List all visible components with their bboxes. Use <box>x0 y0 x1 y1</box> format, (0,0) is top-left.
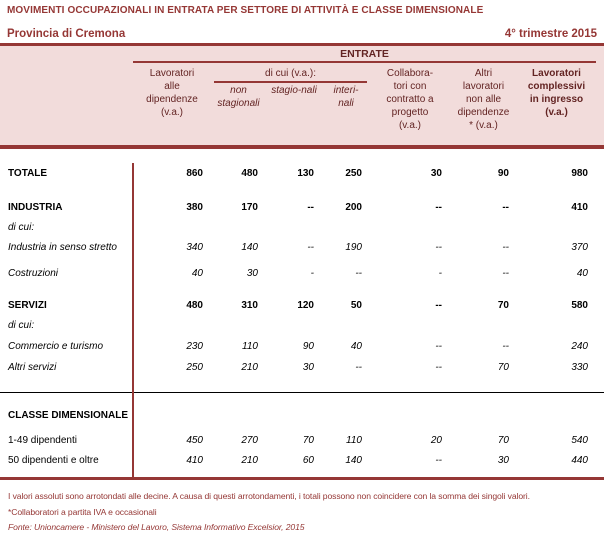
cell-value: 200 <box>345 201 362 213</box>
cell-value: 140 <box>241 241 258 253</box>
row-label: di cui: <box>8 319 35 331</box>
cell-value: 540 <box>571 434 588 446</box>
cell-value: 70 <box>497 361 509 373</box>
cell-value: -- <box>435 299 442 311</box>
footnote-collaboratori: *Collaboratori a partita IVA e occasionali <box>8 506 157 517</box>
header-line: Collabora- <box>386 68 434 79</box>
page-title: MOVIMENTI OCCUPAZIONALI IN ENTRATA PER SETTORE DI ATTIVITÀ E CLASSE DIMENSIONALE <box>7 5 484 16</box>
table-row-dicui <box>0 217 604 237</box>
header-line: non alle <box>465 94 502 105</box>
cell-value: 130 <box>297 167 314 179</box>
header-line: progetto <box>391 107 429 118</box>
column-headers <box>0 63 604 145</box>
header-line: (v.a.) <box>160 107 184 118</box>
footnote-rounding: I valori assoluti sono arrotondati alle decine. A causa di questi arrotondamenti, i totali possono non coincidere con la somma dei singoli valori. <box>8 491 530 501</box>
cell-value: -- <box>502 241 509 253</box>
cell-value: 240 <box>571 340 588 352</box>
header-line: nali <box>338 98 354 109</box>
cell-value: -- <box>307 201 314 213</box>
cell-value: 330 <box>571 361 588 373</box>
cell-value: 30 <box>302 361 314 373</box>
cell-value: 170 <box>241 201 258 213</box>
cell-value: 70 <box>497 434 509 446</box>
cell-value: 70 <box>302 434 314 446</box>
dicui-subcolumns <box>211 83 370 110</box>
cell-value: 860 <box>186 167 203 179</box>
header-line: in ingresso <box>529 94 584 105</box>
cell-value: -- <box>435 241 442 253</box>
cell-value: 450 <box>186 434 203 446</box>
cell-value: -- <box>307 241 314 253</box>
section-separator <box>0 392 604 393</box>
header-line: tori con <box>393 81 427 92</box>
row-label: SERVIZI <box>8 299 47 311</box>
cell-value: 440 <box>571 454 588 466</box>
row-label: di cui: <box>8 221 35 233</box>
cell-value: 140 <box>345 454 362 466</box>
cell-value: 380 <box>186 201 203 213</box>
dicui-label: di cui (v.a.): <box>214 67 367 83</box>
cell-value: 30 <box>430 167 442 179</box>
table-row-altri-servizi <box>0 357 604 377</box>
header-line: stagionali <box>217 98 260 109</box>
header-line: interi- <box>333 85 359 96</box>
table-row-industria <box>0 197 604 217</box>
subcolumn-non-stagionali <box>211 84 266 110</box>
cell-value: 210 <box>241 454 258 466</box>
table-row-classe-dimensionale <box>0 405 604 425</box>
table-row-50-dipendenti-oltre <box>0 450 604 470</box>
cell-value: 480 <box>186 299 203 311</box>
header-line: (v.a.) <box>398 120 422 131</box>
row-label: CLASSE DIMENSIONALE <box>8 409 129 421</box>
column-header-complessivi <box>517 67 596 132</box>
dicui-group-header <box>211 67 370 132</box>
header-line: stagio-nali <box>271 85 317 96</box>
subcolumn-interinali <box>322 84 370 110</box>
footnotes <box>0 480 604 536</box>
header-line: (v.a.) <box>545 107 568 118</box>
cell-value: -- <box>435 361 442 373</box>
cell-value: 40 <box>191 267 203 279</box>
cell-value: 90 <box>497 167 509 179</box>
row-label: Commercio e turismo <box>8 340 104 352</box>
table-row-industria-senso-stretto <box>0 237 604 257</box>
row-label: INDUSTRIA <box>8 201 63 213</box>
cell-value: 190 <box>345 241 362 253</box>
cell-value: 270 <box>241 434 258 446</box>
cell-value: -- <box>502 267 509 279</box>
cell-value: 30 <box>246 267 258 279</box>
table-row-servizi <box>0 295 604 315</box>
row-label: Altri servizi <box>8 361 57 373</box>
cell-value: 980 <box>571 167 588 179</box>
cell-value: 580 <box>571 299 588 311</box>
cell-value: 250 <box>345 167 362 179</box>
cell-value: -- <box>435 454 442 466</box>
table-row-costruzioni <box>0 263 604 283</box>
cell-value: 60 <box>302 454 314 466</box>
cell-value: 110 <box>242 340 258 352</box>
cell-value: -- <box>502 201 509 213</box>
header-line: Lavoratori <box>149 68 195 79</box>
row-label: Industria in senso stretto <box>8 241 117 253</box>
header-line: complessivi <box>527 81 586 92</box>
table-row-totale <box>0 163 604 183</box>
cell-value: 20 <box>430 434 442 446</box>
table-body <box>0 163 604 480</box>
cell-value: 410 <box>571 201 588 213</box>
vertical-divider <box>132 163 134 477</box>
cell-value: 90 <box>302 340 314 352</box>
cell-value: -- <box>502 340 509 352</box>
table-row-dicui <box>0 315 604 335</box>
region-label: Provincia di Cremona <box>7 28 126 40</box>
subheader <box>0 28 604 46</box>
cell-value: -- <box>355 361 362 373</box>
cell-value: 310 <box>241 299 258 311</box>
column-header-altri-lavoratori <box>450 67 517 132</box>
header-line: non <box>230 85 247 96</box>
cell-value: 410 <box>186 454 203 466</box>
cell-value: 40 <box>576 267 588 279</box>
cell-value: 110 <box>346 434 362 446</box>
header-line: lavoratori <box>462 81 505 92</box>
cell-value: 70 <box>497 299 509 311</box>
cell-value: 120 <box>297 299 314 311</box>
header-line: dipendenze <box>146 94 198 105</box>
period-label: 4° trimestre 2015 <box>504 28 597 40</box>
cell-value: - <box>310 267 314 279</box>
cell-value: 370 <box>571 241 588 253</box>
cell-value: 210 <box>241 361 258 373</box>
header-line: contratto a <box>386 94 434 105</box>
cell-value: 50 <box>350 299 362 311</box>
footnote-source: Fonte: Unioncamere - Ministero del Lavoro, Sistema Informativo Excelsior, 2015 <box>8 522 305 532</box>
cell-value: 30 <box>497 454 509 466</box>
entrate-header: ENTRATE <box>133 48 596 63</box>
cell-value: 40 <box>350 340 362 352</box>
header-line: * (v.a.) <box>469 120 498 131</box>
header-line: dipendenze <box>457 107 510 118</box>
column-header-dipendenti <box>133 67 211 132</box>
row-label: Costruzioni <box>8 267 59 279</box>
cell-value: -- <box>355 267 362 279</box>
cell-value: -- <box>435 201 442 213</box>
cell-value: 250 <box>186 361 203 373</box>
header-line: Lavoratori <box>532 68 581 79</box>
cell-value: 230 <box>186 340 203 352</box>
row-label: 50 dipendenti e oltre <box>8 454 99 466</box>
cell-value: 340 <box>186 241 203 253</box>
row-label: TOTALE <box>8 167 48 179</box>
column-header-collaboratori <box>370 67 450 132</box>
cell-value: 480 <box>241 167 258 179</box>
subcolumn-stagionali <box>266 84 322 110</box>
header-line: Altri <box>474 68 493 79</box>
table-row-commercio-turismo <box>0 336 604 356</box>
header-line: alle <box>164 81 180 92</box>
header-band <box>0 46 604 149</box>
cell-value: -- <box>435 340 442 352</box>
row-label: 1-49 dipendenti <box>8 434 77 446</box>
cell-value: - <box>438 267 442 279</box>
table-row-1-49-dipendenti <box>0 430 604 450</box>
